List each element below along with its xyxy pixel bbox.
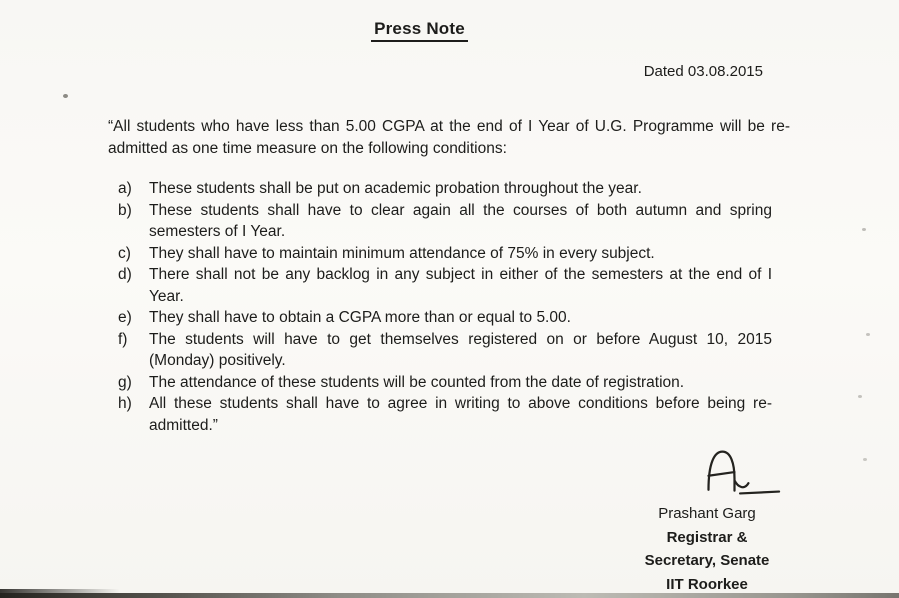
condition-label: c): [118, 244, 131, 262]
scan-speck: [63, 94, 68, 98]
condition-label: e): [118, 309, 132, 326]
condition-text: These students shall be put on academic probation throughout the year.: [149, 180, 642, 197]
condition-label: a): [118, 180, 132, 197]
signatory-name: Prashant Garg: [658, 505, 756, 522]
condition-label: f): [118, 330, 128, 348]
title-row: [0, 0, 869, 42]
condition-item-h: [118, 393, 772, 436]
condition-text: All these students shall have to agree in writing to above conditions before being re-admitted.”: [149, 395, 772, 434]
condition-item-d: [118, 264, 772, 307]
intro-paragraph: “All students who have less than 5.00 CGPA at the end of I Year of U.G. Programme will be re-admitted as one time measure on the following conditions:: [108, 118, 790, 157]
signatory-role: Secretary, Senate: [644, 552, 770, 569]
document-title: Press Note: [371, 19, 468, 42]
signatory-title: Registrar &: [666, 528, 748, 546]
condition-item-a: [118, 178, 772, 200]
condition-label: b): [118, 201, 132, 219]
condition-text: They shall have to maintain minimum attendance of 75% in every subject.: [149, 244, 655, 262]
condition-text: There shall not be any backlog in any subject in either of the semesters at the end of I Year.: [149, 266, 772, 305]
condition-item-c: [118, 243, 772, 265]
condition-item-b: [118, 200, 772, 243]
scan-speck: [858, 395, 862, 398]
condition-label: g): [118, 373, 132, 391]
handwritten-signature-icon: [698, 447, 784, 499]
condition-label: h): [118, 395, 132, 412]
condition-text: They shall have to obtain a CGPA more than or equal to 5.00.: [149, 309, 571, 326]
signatory-institute: IIT Roorkee: [666, 575, 748, 593]
scan-edge-artifact: [0, 593, 899, 598]
condition-text: The attendance of these students will be counted from the date of registration.: [149, 373, 685, 391]
scan-speck: [863, 458, 867, 461]
scan-speck: [866, 333, 870, 336]
signature-block: [612, 447, 802, 596]
condition-label: d): [118, 266, 132, 283]
scan-speck: [862, 228, 866, 231]
condition-item-e: [118, 307, 772, 329]
condition-text: The students will have to get themselves registered on or before August 10, 2015 (Monday) positively.: [149, 330, 772, 369]
date-line: Dated 03.08.2015: [643, 63, 763, 80]
condition-item-f: [118, 329, 772, 372]
conditions-list: [118, 178, 772, 436]
condition-item-g: [118, 372, 772, 394]
condition-text: These students shall have to clear again all the courses of both autumn and spring semesters of I Year.: [149, 201, 772, 240]
